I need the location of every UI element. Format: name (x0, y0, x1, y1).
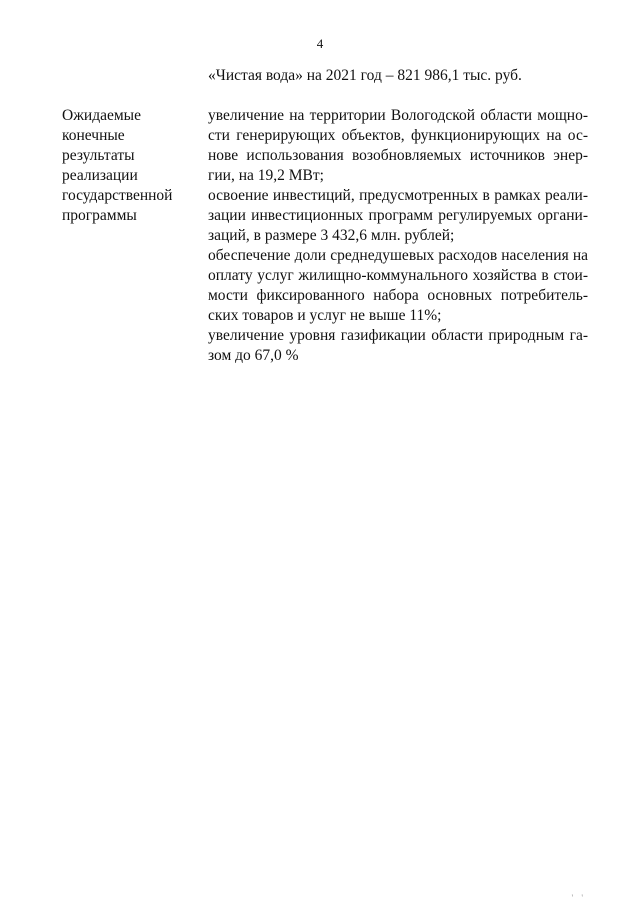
label-column (62, 106, 192, 226)
text-line: сти генерирующих объектов, функционирующих на ос- (208, 127, 588, 144)
text-line: нове использования возобновляемых источников энер- (208, 147, 588, 164)
label-line: результаты (62, 147, 135, 164)
label-line: государственной (62, 187, 173, 204)
text-line: заций, в размере 3 432,6 млн. рублей; (208, 227, 455, 244)
text-line: увеличение на территории Вологодской области мощно- (208, 107, 588, 124)
paragraph-investments (208, 186, 588, 246)
content-column (208, 106, 588, 366)
lead-line: «Чистая вода» на 2021 год – 821 986,1 тыс. руб. (208, 67, 522, 84)
text-line: ских товаров и услуг не выше 11%; (208, 307, 442, 324)
text-line: увеличение уровня газификации области природным га- (208, 327, 588, 344)
text-line: обеспечение доли среднедушевых расходов населения на (208, 247, 588, 264)
corner-mark: ' ' (571, 893, 586, 903)
paragraph-gasification (208, 326, 588, 366)
label-line: программы (62, 207, 137, 224)
label-line: конечные (62, 127, 125, 144)
paragraph-utility-costs (208, 246, 588, 326)
paragraph-generation-capacity (208, 106, 588, 186)
text-line: гии, на 19,2 МВт; (208, 167, 324, 184)
text-line: зации инвестиционных программ регулируемых органи- (208, 207, 588, 224)
label-line: Ожидаемые (62, 107, 141, 124)
page-number: 4 (316, 36, 324, 51)
text-line: мости фиксированного набора основных потребитель- (208, 287, 588, 304)
label-line: реализации (62, 167, 138, 184)
text-line: оплату услуг жилищно-коммунального хозяйства в стои- (208, 267, 588, 284)
text-line: зом до 67,0 % (208, 347, 299, 364)
text-line: освоение инвестиций, предусмотренных в рамках реали- (208, 187, 588, 204)
